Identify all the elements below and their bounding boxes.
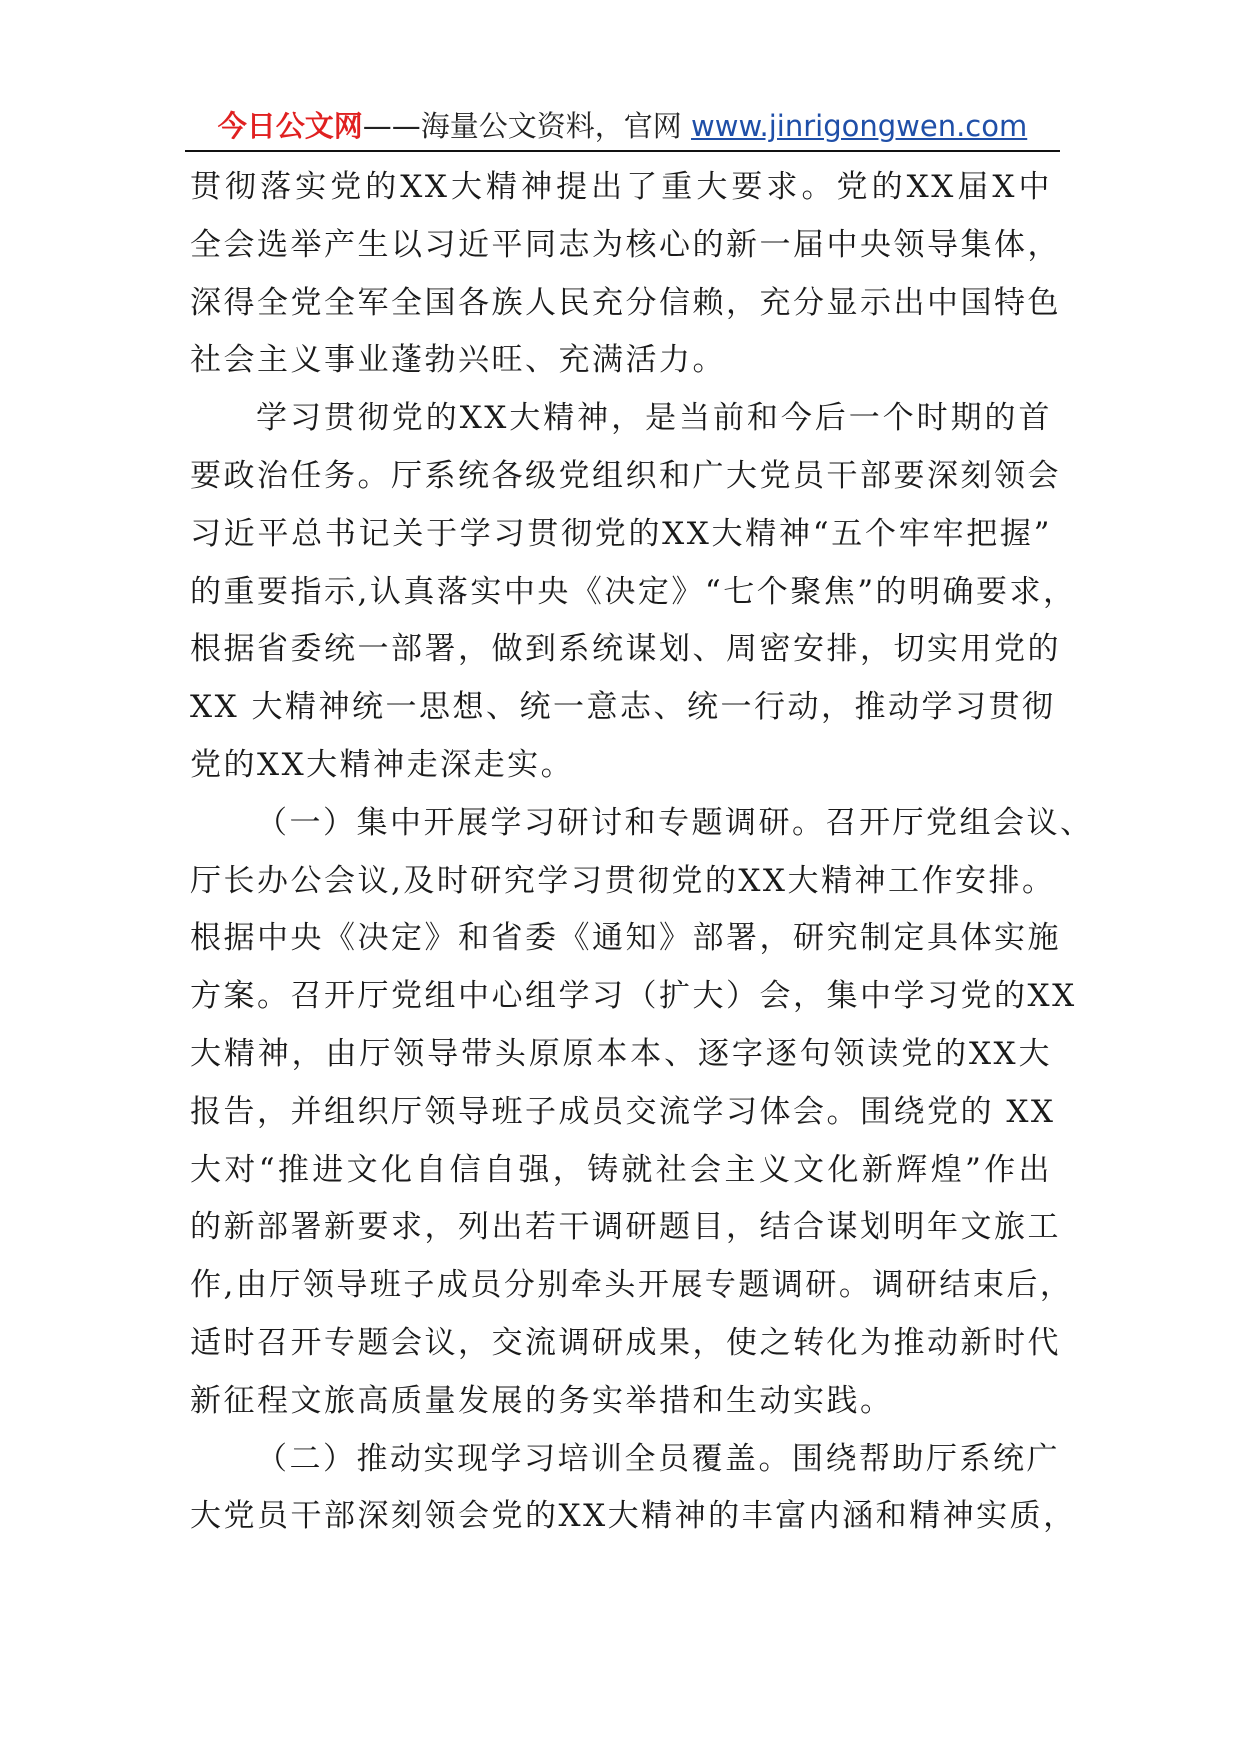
text-line: 根据中央《决定》和省委《通知》部署，研究制定具体实施 xyxy=(190,920,1061,957)
text-line: 作,由厅领导班子成员分别牵头开展专题调研。调研结束后， xyxy=(190,1267,1074,1304)
document-body xyxy=(190,159,1094,1546)
text-line: （一）集中开展学习研讨和专题调研。召开厅党组会议、 xyxy=(256,804,1094,841)
text-line: 适时召开专题会议，交流调研成果，使之转化为推动新时代 xyxy=(190,1324,1061,1361)
text-line: （二）推动实现学习培训全员覆盖。围绕帮助厅系统广 xyxy=(256,1440,1060,1477)
text-line: 厅长办公会议,及时研究学习贯彻党的XX大精神工作安排。 xyxy=(190,862,1056,899)
text-line: 深得全党全军全国各族人民充分信赖，充分显示出中国特色 xyxy=(190,284,1061,321)
header-url-link[interactable]: www.jinrigongwen.com xyxy=(691,109,1028,143)
text-line: 党的XX大精神走深走实。 xyxy=(190,746,575,783)
text-line: 要政治任务。厅系统各级党组织和广大党员干部要深刻领会 xyxy=(190,457,1061,494)
text-line: 大精神，由厅领导带头原原本本、逐字逐句领读党的XX大 xyxy=(190,1035,1052,1072)
text-line: 方案。召开厅党组中心组学习（扩大）会，集中学习党的XX xyxy=(190,978,1077,1015)
header-divider xyxy=(185,150,1060,152)
text-line: 的重要指示,认真落实中央《决定》“七个聚焦”的明确要求， xyxy=(190,573,1077,610)
page-header xyxy=(185,104,1060,148)
text-line: 贯彻落实党的XX大精神提出了重大要求。党的XX届X中 xyxy=(190,169,1052,205)
text-line: 新征程文旅高质量发展的务实举措和生动实践。 xyxy=(190,1382,894,1419)
text-line: 全会选举产生以习近平同志为核心的新一届中央领导集体， xyxy=(190,226,1061,263)
text-line: 习近平总书记关于学习贯彻党的XX大精神“五个牢牢把握” xyxy=(190,515,1052,552)
text-line: 的新部署新要求，列出若干调研题目，结合谋划明年文旅工 xyxy=(190,1209,1061,1246)
text-line: 大对“推进文化自信自强，铸就社会主义文化新辉煌”作出 xyxy=(190,1151,1052,1188)
text-line: 报告，并组织厅领导班子成员交流学习体会。围绕党的 XX xyxy=(190,1093,1056,1130)
header-brand: 今日公文网 xyxy=(217,109,363,143)
header-description: 海量公文资料，官网 xyxy=(420,109,682,143)
text-line: 大党员干部深刻领会党的XX大精神的丰富内涵和精神实质， xyxy=(190,1498,1077,1535)
text-line: 社会主义事业蓬勃兴旺、充满活力。 xyxy=(190,342,726,379)
text-line: XX 大精神统一思想、统一意志、统一行动，推动学习贯彻 xyxy=(190,689,1056,726)
text-line: 根据省委统一部署，做到系统谋划、周密安排，切实用党的 xyxy=(190,631,1061,668)
header-separator: —— xyxy=(362,109,421,143)
text-line: 学习贯彻党的XX大精神，是当前和今后一个时期的首 xyxy=(256,400,1052,437)
